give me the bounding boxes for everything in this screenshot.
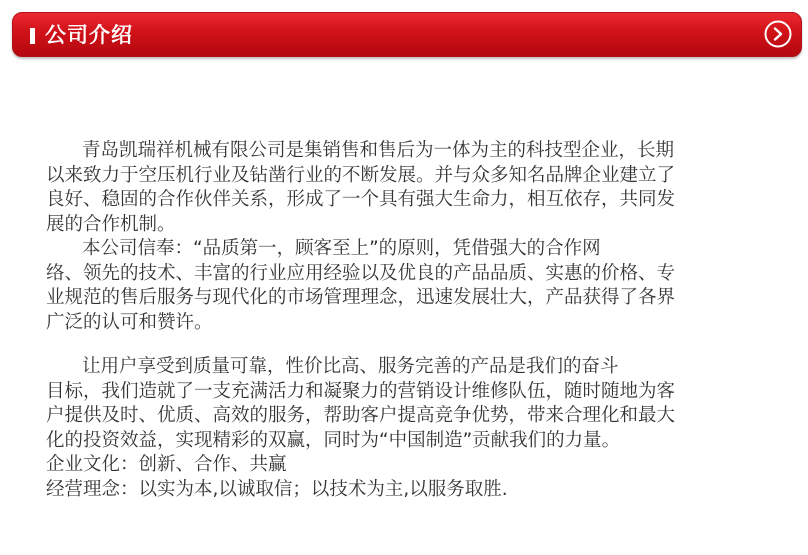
- intro-paragraph-2-line-4: 广泛的认可和赞许。: [46, 311, 213, 333]
- intro-paragraph-2-line-2: 络、领先的技术、丰富的行业应用经验以及优良的产品品质、实惠的价格、专: [46, 262, 676, 284]
- intro-paragraph-3-line-4: 化的投资效益，实现精彩的双赢，同时为“中国制造”贡献我们的力量。: [46, 429, 621, 451]
- intro-paragraph-2-line-3: 业规范的售后服务与现代化的市场管理理念，迅速发展壮大，产品获得了各界: [46, 287, 676, 308]
- intro-paragraph-3-line-2: 目标，我们造就了一支充满活力和凝聚力的营销设计维修队伍，随时随地为客: [46, 380, 676, 402]
- intro-paragraph-2-line-1: 本公司信奉：“品质第一，顾客至上”的原则，凭借强大的合作网: [82, 238, 601, 259]
- section-title: 公司介绍: [45, 23, 133, 47]
- circled-chevron-right-icon: [764, 20, 792, 48]
- more-button[interactable]: [764, 20, 792, 48]
- corporate-culture: 企业文化：创新、合作、共赢: [46, 454, 287, 475]
- intro-paragraph-1-line-4: 展的合作机制。: [46, 213, 176, 235]
- paragraph-spacer: [46, 335, 758, 355]
- company-intro-content: [46, 139, 758, 502]
- header-marker: [30, 28, 35, 44]
- intro-paragraph-1-line-1: 青岛凯瑞祥机械有限公司是集销售和售后为一体为主的科技型企业，长期: [82, 140, 675, 161]
- section-header: [12, 12, 802, 57]
- business-philosophy: 经营理念：以实为本,以诚取信；以技术为主,以服务取胜.: [46, 478, 508, 500]
- intro-paragraph-3-line-1: 让用户享受到质量可靠，性价比高、服务完善的产品是我们的奋斗: [82, 356, 619, 377]
- intro-paragraph-1-line-3: 良好、稳固的合作伙伴关系，形成了一个具有强大生命力，相互依存，共同发: [46, 189, 676, 210]
- intro-paragraph-1-line-2: 以来致力于空压机行业及钻凿行业的不断发展。并与众多知名品牌企业建立了: [46, 164, 676, 186]
- intro-paragraph-3-line-3: 户提供及时、优质、高效的服务，帮助客户提高竞争优势，带来合理化和最大: [46, 405, 676, 426]
